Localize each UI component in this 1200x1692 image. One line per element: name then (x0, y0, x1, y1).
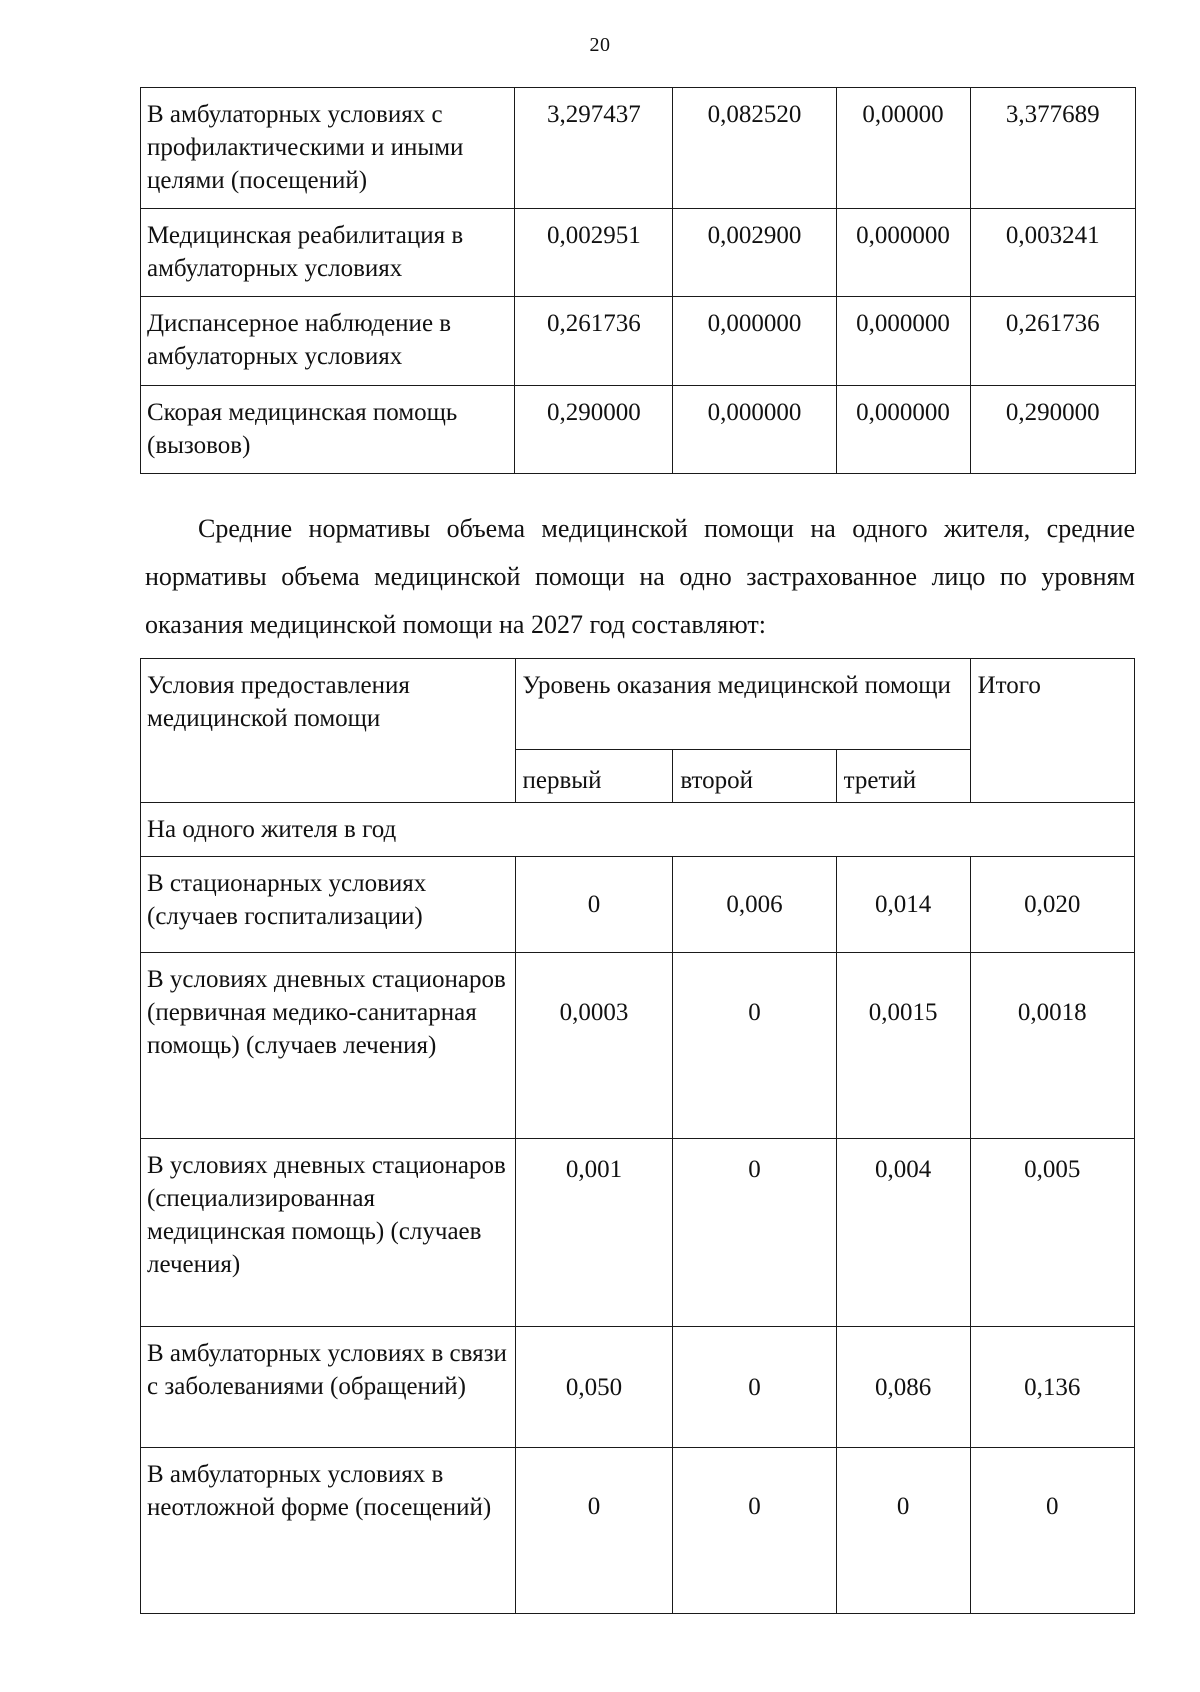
norms-table-2027 (140, 658, 1135, 1614)
value-cell: 0,261736 (970, 297, 1136, 386)
row-label: Медицинская реабилитация в амбулаторных условиях (141, 209, 515, 297)
value-cell: 0 (515, 1448, 673, 1614)
value-cell: 0,0018 (970, 953, 1134, 1139)
value-cell: 0,020 (970, 857, 1134, 953)
row-label: В условиях дневных стационаров (специализированная медицинская помощь) (случаев лечения) (141, 1139, 516, 1327)
row-label: Диспансерное наблюдение в амбулаторных условиях (141, 297, 515, 386)
value-cell: 3,377689 (970, 88, 1136, 209)
header-second: второй (673, 750, 836, 803)
value-cell: 0,014 (836, 857, 970, 953)
value-cell: 0,082520 (673, 88, 836, 209)
header-total: Итого (970, 659, 1134, 803)
row-label: В стационарных условиях (случаев госпитализации) (141, 857, 516, 953)
value-cell: 0,050 (515, 1327, 673, 1448)
table-continued (140, 87, 1136, 474)
table-row (141, 88, 1136, 209)
value-cell: 0,000000 (836, 386, 970, 474)
header-conditions: Условия предоставления медицинской помощи (141, 659, 516, 803)
value-cell: 0,006 (673, 857, 836, 953)
table-row (141, 1139, 1135, 1327)
table-row (141, 857, 1135, 953)
value-cell: 0,000000 (673, 386, 836, 474)
section-row (141, 803, 1135, 857)
value-cell: 0 (673, 1139, 836, 1327)
row-label: В условиях дневных стационаров (первичная медико-санитарная помощь) (случаев лечения) (141, 953, 516, 1139)
value-cell: 0 (673, 1327, 836, 1448)
value-cell: 0 (515, 857, 673, 953)
table-row (141, 1327, 1135, 1448)
value-cell: 0,000000 (836, 297, 970, 386)
value-cell: 0,004 (836, 1139, 970, 1327)
value-cell: 0,00000 (836, 88, 970, 209)
page-number: 20 (589, 34, 611, 56)
header-first: первый (515, 750, 673, 803)
value-cell: 0,002900 (673, 209, 836, 297)
row-label: В амбулаторных условиях в неотложной форме (посещений) (141, 1448, 516, 1614)
value-cell: 0,136 (970, 1327, 1134, 1448)
row-label: Скорая медицинская помощь (вызовов) (141, 386, 515, 474)
value-cell: 0,003241 (970, 209, 1136, 297)
row-label: В амбулаторных условиях с профилактическими и иными целями (посещений) (141, 88, 515, 209)
value-cell: 0,290000 (970, 386, 1136, 474)
intro-paragraph: Средние нормативы объема медицинской помощи на одного жителя, средние нормативы объема медицинской помощи на одно застрахованное лицо по уровням оказания медицинской помощи на 2027 год составляют: (145, 514, 1135, 639)
header-third: третий (836, 750, 970, 803)
value-cell: 0 (673, 953, 836, 1139)
value-cell: 0,001 (515, 1139, 673, 1327)
value-cell: 0,005 (970, 1139, 1134, 1327)
header-level: Уровень оказания медицинской помощи (515, 659, 970, 750)
table-row (141, 1448, 1135, 1614)
table-row (141, 297, 1136, 386)
value-cell: 0,002951 (515, 209, 673, 297)
row-label: В амбулаторных условиях в связи с заболеваниями (обращений) (141, 1327, 516, 1448)
value-cell: 0,261736 (515, 297, 673, 386)
value-cell: 0 (970, 1448, 1134, 1614)
value-cell: 0,000000 (836, 209, 970, 297)
header-row (141, 659, 1135, 750)
value-cell: 0 (673, 1448, 836, 1614)
value-cell: 0,0015 (836, 953, 970, 1139)
section-title: На одного жителя в год (141, 803, 1135, 857)
value-cell: 0 (836, 1448, 970, 1614)
table-row (141, 953, 1135, 1139)
table-row (141, 209, 1136, 297)
value-cell: 0,290000 (515, 386, 673, 474)
value-cell: 0,0003 (515, 953, 673, 1139)
value-cell: 3,297437 (515, 88, 673, 209)
value-cell: 0,086 (836, 1327, 970, 1448)
value-cell: 0,000000 (673, 297, 836, 386)
table-row (141, 386, 1136, 474)
